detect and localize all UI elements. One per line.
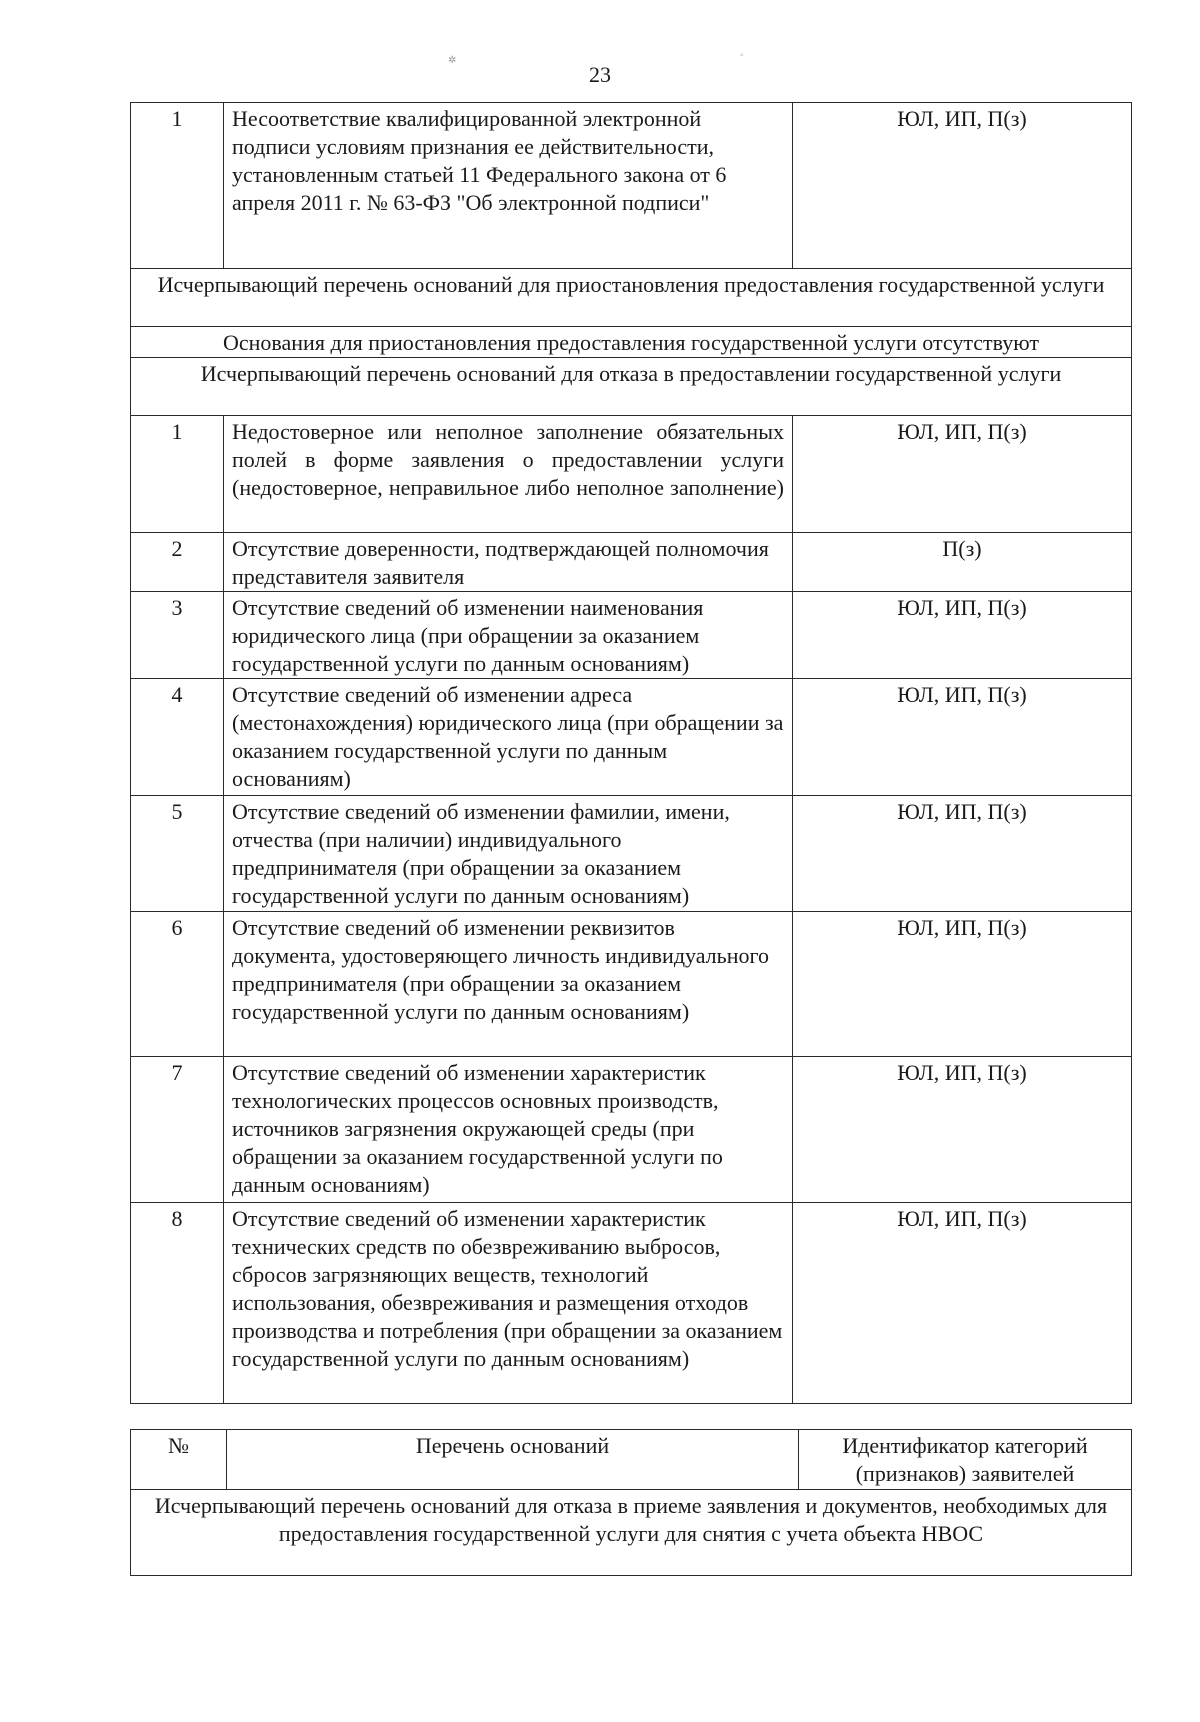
applicant-code: ЮЛ, ИП, П(з): [793, 796, 1132, 912]
table-row: [131, 103, 1132, 269]
scan-speck: ◦: [740, 50, 744, 61]
table-row: [131, 679, 1132, 796]
applicant-code: ЮЛ, ИП, П(з): [793, 679, 1132, 796]
table-row: [131, 592, 1132, 679]
reception-refusal-table: [130, 1429, 1132, 1576]
applicant-code: П(з): [793, 533, 1132, 592]
table-row: [131, 416, 1132, 533]
applicant-code: ЮЛ, ИП, П(з): [793, 103, 1132, 269]
applicant-code: ЮЛ, ИП, П(з): [793, 1057, 1132, 1203]
row-number: 3: [131, 592, 224, 679]
row-text: Отсутствие сведений об изменении фамилии, имени, отчества (при наличии) индивидуального предпринимателя (при обращении за оказанием государственной услуги по данным основаниям): [224, 796, 793, 912]
row-number: 5: [131, 796, 224, 912]
suspension-header: Исчерпывающий перечень оснований для приостановления предоставления государственной услуги: [131, 269, 1132, 327]
row-number: 7: [131, 1057, 224, 1203]
section-header-row: [131, 269, 1132, 327]
page-number: 23: [589, 62, 611, 87]
reception-refusal-header: Исчерпывающий перечень оснований для отказа в приеме заявления и документов, необходимых для предоставления государственной услуги для снятия с учета объекта НВОС: [131, 1490, 1132, 1576]
table-row: [131, 796, 1132, 912]
scan-speck: ✲: [448, 55, 457, 66]
row-text: Отсутствие сведений об изменении адреса (местонахождения) юридического лица (при обращении за оказанием государственной услуги по данным основаниям): [224, 679, 793, 796]
applicant-code: ЮЛ, ИП, П(з): [793, 416, 1132, 533]
row-text: Отсутствие сведений об изменении характеристик технических средств по обезвреживанию выбросов, сбросов загрязняющих веществ, технологий использования, обезвреживания и размещения отходов производства и потребления (при обращении за оказанием государственной услуги по данным основаниям): [224, 1203, 793, 1404]
row-number: 4: [131, 679, 224, 796]
section-header-row: [131, 358, 1132, 416]
header-row: [131, 1430, 1132, 1490]
section-note-row: [131, 327, 1132, 358]
row-text: Недостоверное или неполное заполнение обязательных полей в форме заявления о предоставлении услуги (недостоверное, неправильное либо неполное заполнение): [224, 416, 793, 533]
table-row: [131, 1057, 1132, 1203]
applicant-code: ЮЛ, ИП, П(з): [793, 1203, 1132, 1404]
row-text: Отсутствие сведений об изменении наименования юридического лица (при обращении за оказанием государственной услуги по данным основаниям): [224, 592, 793, 679]
row-text: Отсутствие сведений об изменении характеристик технологических процессов основных производств, источников загрязнения окружающей среды (при обращении за оказанием государственной услуги по данным основаниям): [224, 1057, 793, 1203]
suspension-note: Основания для приостановления предоставления государственной услуги отсутствуют: [131, 327, 1132, 358]
table-row: [131, 1203, 1132, 1404]
refusal-header: Исчерпывающий перечень оснований для отказа в предоставлении государственной услуги: [131, 358, 1132, 416]
col-header-identifier: Идентификатор категорий (признаков) заявителей: [799, 1430, 1132, 1490]
row-number: 8: [131, 1203, 224, 1404]
section-header-row: [131, 1490, 1132, 1576]
row-text: Отсутствие сведений об изменении реквизитов документа, удостоверяющего личность индивидуального предпринимателя (при обращении за оказанием государственной услуги по данным основаниям): [224, 912, 793, 1057]
table-row: [131, 533, 1132, 592]
col-header-number: №: [131, 1430, 227, 1490]
row-number: 1: [131, 416, 224, 533]
row-text: Несоответствие квалифицированной электронной подписи условиям признания ее действительности, установленным статьей 11 Федерального закона от 6 апреля 2011 г. № 63-ФЗ "Об электронной подписи": [224, 103, 793, 269]
applicant-code: ЮЛ, ИП, П(з): [793, 912, 1132, 1057]
row-number: 2: [131, 533, 224, 592]
col-header-list: Перечень оснований: [227, 1430, 799, 1490]
row-text: Отсутствие доверенности, подтверждающей полномочия представителя заявителя: [224, 533, 793, 592]
grounds-table: [130, 102, 1132, 1404]
row-number: 1: [131, 103, 224, 269]
table-row: [131, 912, 1132, 1057]
applicant-code: ЮЛ, ИП, П(з): [793, 592, 1132, 679]
row-number: 6: [131, 912, 224, 1057]
